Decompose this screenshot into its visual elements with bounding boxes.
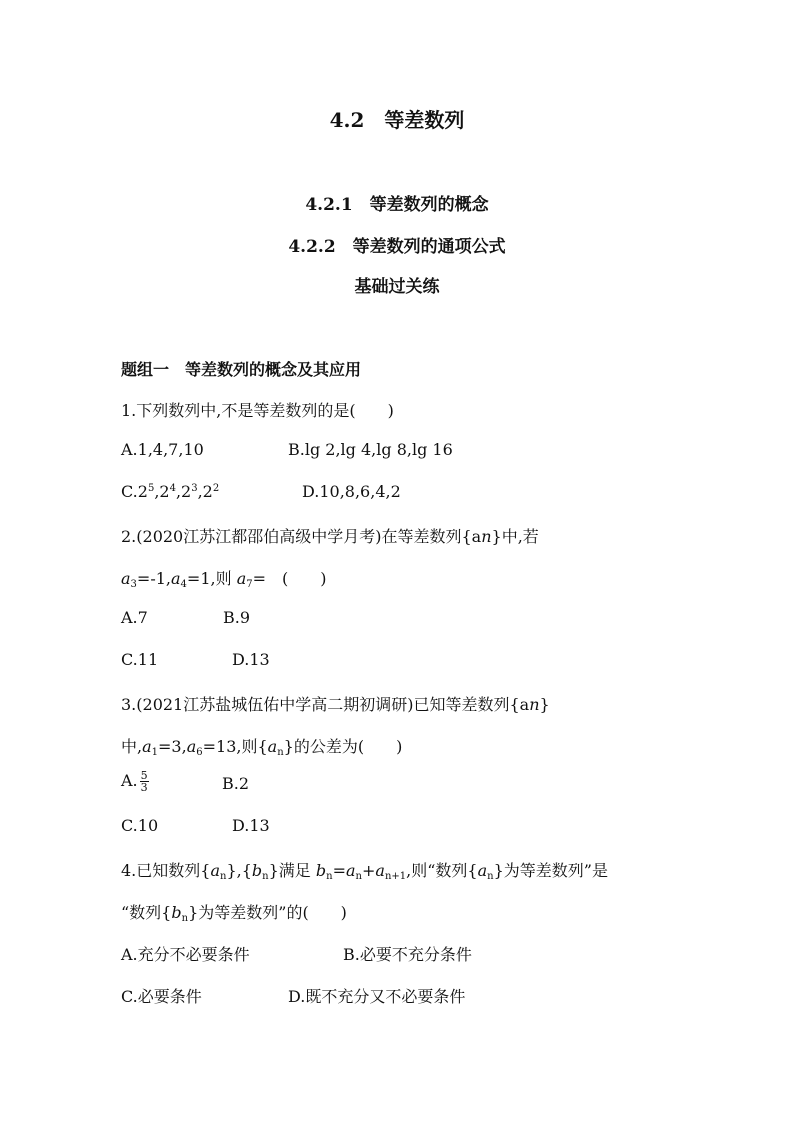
- q4-option-b: B.必要不充分条件: [343, 945, 472, 964]
- q1-option-d: D.10,8,6,4,2: [302, 482, 401, 501]
- q3-option-c: C.10: [121, 816, 159, 835]
- q2-option-d: D.13: [232, 650, 270, 669]
- q3-option-d: D.13: [232, 816, 270, 835]
- q2-option-b: B.9: [223, 608, 251, 627]
- subsection-title-2: 4.2.2 等差数列的通项公式: [288, 237, 506, 257]
- q2-option-a: A.7: [121, 608, 148, 627]
- q1-option-b: B.lg 2,lg 4,lg 8,lg 16: [288, 440, 453, 459]
- q3-option-b: B.2: [222, 774, 250, 793]
- question-4-stem-cont: “数列$\{b_n\}$为等差数列”的( ): [121, 903, 347, 924]
- q2-option-c: C.11: [121, 650, 159, 669]
- question-4-stem: 4.已知数列$\{a_n\},\{b_n\}$满足 $b_n=a_n+a_{n+1}$,则“数列$\{a_n\}$为等差数列”是: [121, 861, 608, 882]
- group-title: 题组一 等差数列的概念及其应用: [121, 360, 362, 379]
- fraction: $\frac{5}{3}$: [140, 769, 148, 794]
- section-title: 4.2 等差数列: [329, 108, 465, 132]
- q1-option-c: $C.2^5,2^4,2^3,2^2$: [121, 482, 220, 501]
- q1-option-a: A.1,4,7,10: [121, 440, 204, 459]
- q3-option-a: A. $\frac{5}{3}$: [121, 769, 148, 794]
- subsection-title-1: 4.2.1 等差数列的概念: [305, 195, 489, 215]
- q4-option-d: D.既不充分又不必要条件: [288, 987, 466, 1006]
- question-2-stem: 2.(2020江苏江都邵伯高级中学月考)在等差数列{an}中,若: [121, 527, 539, 546]
- question-1-stem: 1.下列数列中,不是等差数列的是( ): [121, 401, 394, 420]
- question-2-condition: $a_3=-1,a_4=1$,则 $a_7=$ ( ): [121, 569, 327, 590]
- practice-heading: 基础过关练: [354, 277, 440, 297]
- question-3-condition: 中$,a_1=3,a_6=13$,则$\{a_n\}$的公差为( ): [121, 737, 403, 758]
- question-3-stem: 3.(2021江苏盐城伍佑中学高二期初调研)已知等差数列{an}: [121, 695, 550, 714]
- q4-option-a: A.充分不必要条件: [121, 945, 250, 964]
- q4-option-c: C.必要条件: [121, 987, 202, 1006]
